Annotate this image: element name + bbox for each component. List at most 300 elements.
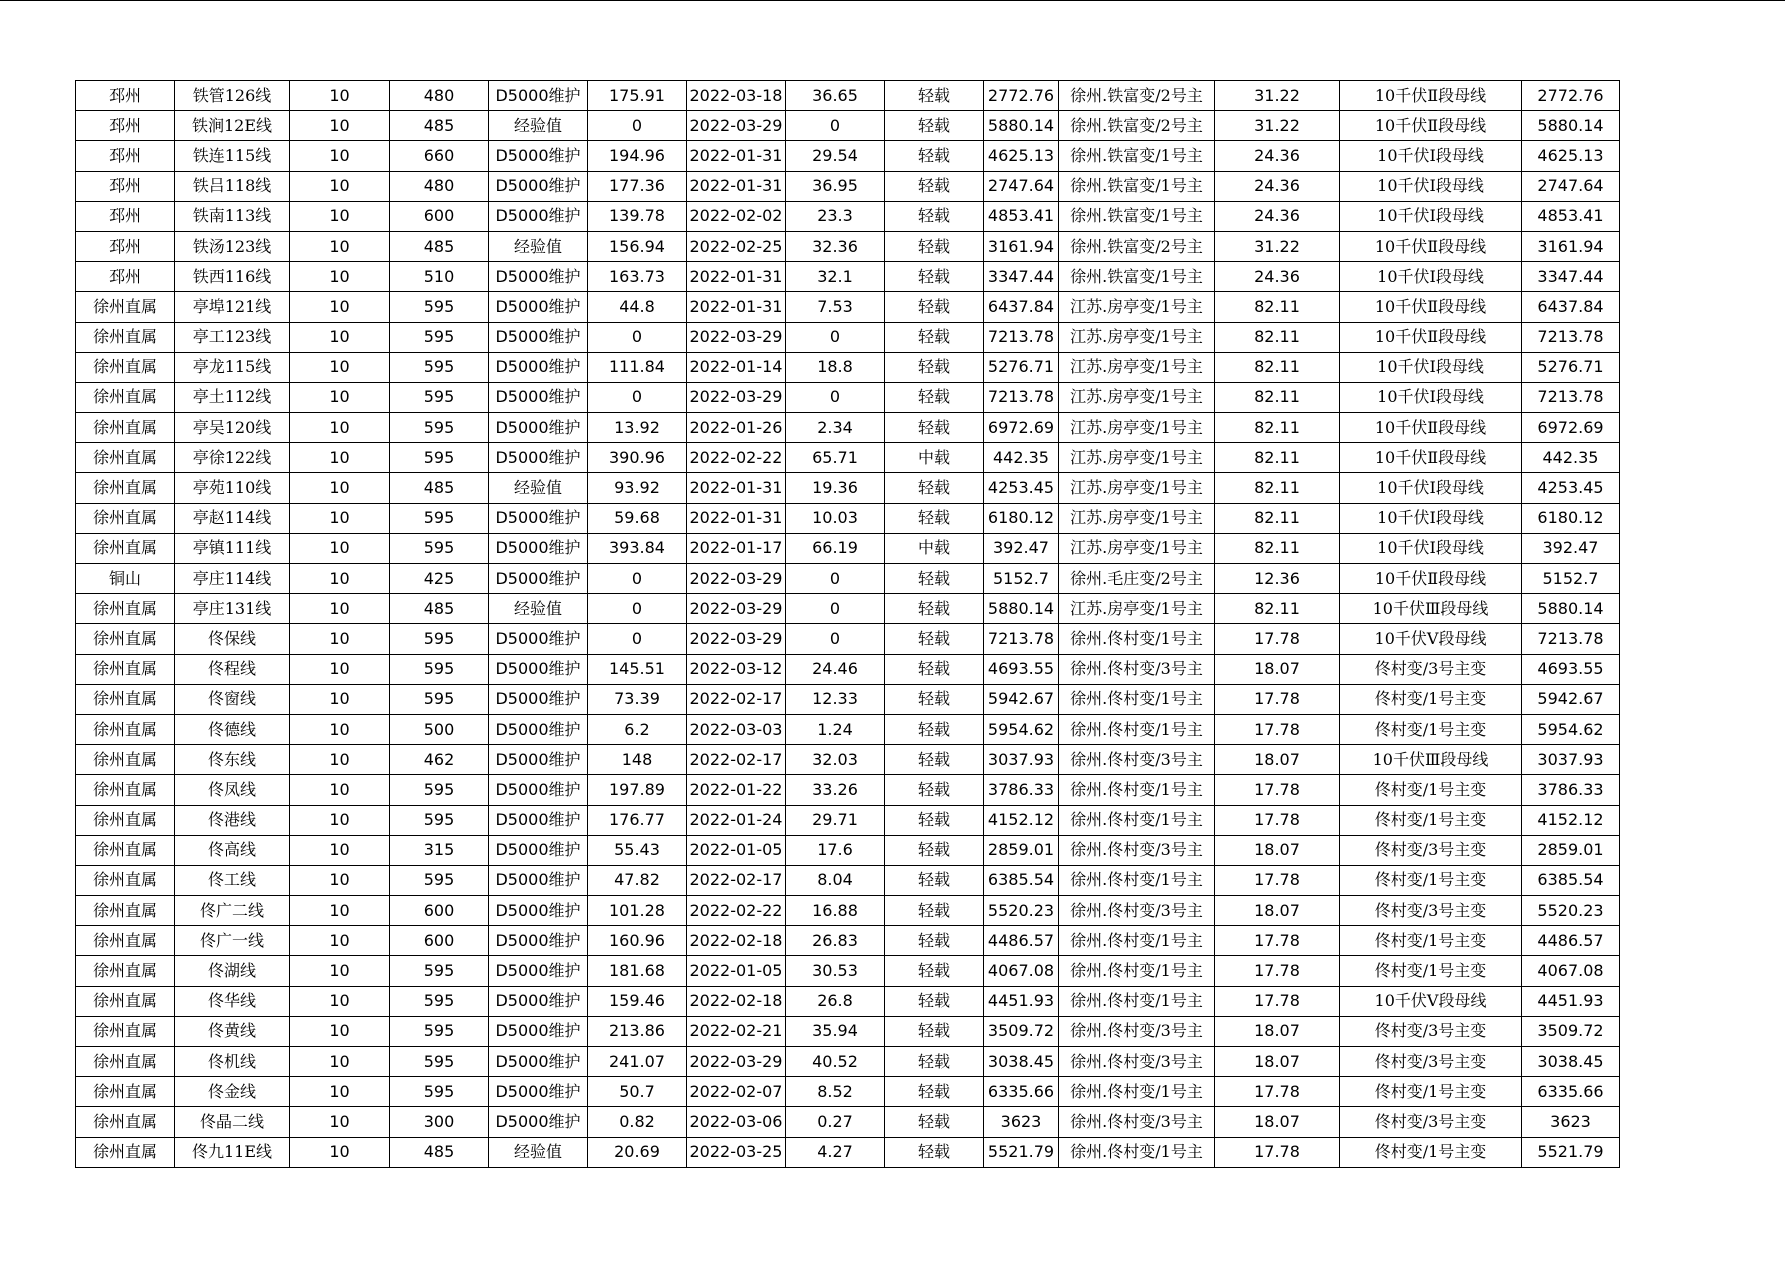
date-cell: 2022-03-06 [687,1107,786,1137]
bus-cell: 佟村变/1号主变 [1340,1077,1522,1107]
load-rate-cell: 36.65 [786,81,885,111]
source-cell: D5000维护 [489,745,588,775]
table-row [76,926,1620,956]
transformer-load-cell: 24.36 [1215,171,1340,201]
load-status-cell: 轻载 [885,111,984,141]
load-status-cell: 中载 [885,443,984,473]
date-cell: 2022-02-17 [687,745,786,775]
available-capacity-cell: 5942.67 [984,684,1059,714]
rated-current-cell: 595 [390,503,489,533]
transformer-load-cell: 31.22 [1215,231,1340,261]
table-row [76,986,1620,1016]
source-cell: D5000维护 [489,81,588,111]
transformer-cell: 江苏.房亭变/1号主 [1059,503,1215,533]
source-cell: D5000维护 [489,1107,588,1137]
transformer-cell: 徐州.铁富变/1号主 [1059,201,1215,231]
capacity-cell: 5152.7 [1522,564,1620,594]
transformer-load-cell: 82.11 [1215,473,1340,503]
max-current-cell: 390.96 [588,443,687,473]
source-cell: D5000维护 [489,443,588,473]
voltage-cell: 10 [290,503,390,533]
load-status-cell: 轻载 [885,141,984,171]
table-row [76,503,1620,533]
region-cell: 徐州直属 [76,1047,175,1077]
voltage-cell: 10 [290,81,390,111]
bus-cell: 10千伏Ⅱ段母线 [1340,564,1522,594]
bus-cell: 佟村变/1号主变 [1340,1137,1522,1167]
transformer-cell: 江苏.房亭变/1号主 [1059,322,1215,352]
transformer-cell: 徐州.佟村变/1号主 [1059,865,1215,895]
line-name-cell: 铁连115线 [175,141,290,171]
source-cell: 经验值 [489,1137,588,1167]
transformer-cell: 徐州.铁富变/1号主 [1059,171,1215,201]
available-capacity-cell: 6437.84 [984,292,1059,322]
line-name-cell: 佟凤线 [175,775,290,805]
date-cell: 2022-02-22 [687,443,786,473]
bus-cell: 佟村变/1号主变 [1340,805,1522,835]
available-capacity-cell: 5152.7 [984,564,1059,594]
max-current-cell: 160.96 [588,926,687,956]
line-name-cell: 铁管126线 [175,81,290,111]
transformer-cell: 徐州.铁富变/1号主 [1059,262,1215,292]
transformer-cell: 徐州.铁富变/1号主 [1059,141,1215,171]
transformer-load-cell: 82.11 [1215,443,1340,473]
date-cell: 2022-03-29 [687,1047,786,1077]
region-cell: 徐州直属 [76,352,175,382]
bus-cell: 10千伏Ⅱ段母线 [1340,111,1522,141]
rated-current-cell: 595 [390,986,489,1016]
max-current-cell: 163.73 [588,262,687,292]
voltage-cell: 10 [290,1137,390,1167]
capacity-cell: 5276.71 [1522,352,1620,382]
transformer-cell: 徐州.佟村变/3号主 [1059,896,1215,926]
max-current-cell: 20.69 [588,1137,687,1167]
max-current-cell: 194.96 [588,141,687,171]
source-cell: D5000维护 [489,503,588,533]
transformer-load-cell: 24.36 [1215,201,1340,231]
capacity-cell: 3347.44 [1522,262,1620,292]
capacity-cell: 2772.76 [1522,81,1620,111]
transformer-cell: 江苏.房亭变/1号主 [1059,594,1215,624]
date-cell: 2022-03-12 [687,654,786,684]
voltage-cell: 10 [290,624,390,654]
available-capacity-cell: 4067.08 [984,956,1059,986]
date-cell: 2022-02-17 [687,865,786,895]
source-cell: D5000维护 [489,956,588,986]
region-cell: 邳州 [76,201,175,231]
source-cell: D5000维护 [489,171,588,201]
available-capacity-cell: 3347.44 [984,262,1059,292]
rated-current-cell: 595 [390,413,489,443]
region-cell: 邳州 [76,231,175,261]
date-cell: 2022-01-26 [687,413,786,443]
load-rate-cell: 4.27 [786,1137,885,1167]
load-status-cell: 轻载 [885,262,984,292]
available-capacity-cell: 4625.13 [984,141,1059,171]
region-cell: 徐州直属 [76,986,175,1016]
max-current-cell: 44.8 [588,292,687,322]
transformer-cell: 徐州.佟村变/1号主 [1059,684,1215,714]
load-rate-cell: 16.88 [786,896,885,926]
date-cell: 2022-03-29 [687,322,786,352]
transformer-load-cell: 17.78 [1215,684,1340,714]
transformer-cell: 徐州.佟村变/3号主 [1059,1107,1215,1137]
capacity-cell: 3786.33 [1522,775,1620,805]
bus-cell: 佟村变/3号主变 [1340,1107,1522,1137]
bus-cell: 佟村变/1号主变 [1340,865,1522,895]
transformer-cell: 徐州.佟村变/1号主 [1059,956,1215,986]
source-cell: D5000维护 [489,654,588,684]
max-current-cell: 139.78 [588,201,687,231]
capacity-cell: 3509.72 [1522,1016,1620,1046]
capacity-cell: 4625.13 [1522,141,1620,171]
transformer-cell: 江苏.房亭变/1号主 [1059,473,1215,503]
voltage-cell: 10 [290,805,390,835]
bus-cell: 10千伏Ⅰ段母线 [1340,171,1522,201]
load-rate-cell: 24.46 [786,654,885,684]
capacity-cell: 7213.78 [1522,322,1620,352]
available-capacity-cell: 7213.78 [984,382,1059,412]
rated-current-cell: 595 [390,352,489,382]
available-capacity-cell: 2747.64 [984,171,1059,201]
source-cell: 经验值 [489,231,588,261]
table-row [76,684,1620,714]
voltage-cell: 10 [290,745,390,775]
table-row [76,564,1620,594]
date-cell: 2022-03-25 [687,1137,786,1167]
load-status-cell: 轻载 [885,231,984,261]
rated-current-cell: 595 [390,1016,489,1046]
voltage-cell: 10 [290,533,390,563]
rated-current-cell: 595 [390,1077,489,1107]
source-cell: D5000维护 [489,775,588,805]
voltage-cell: 10 [290,292,390,322]
region-cell: 徐州直属 [76,322,175,352]
region-cell: 徐州直属 [76,503,175,533]
max-current-cell: 59.68 [588,503,687,533]
rated-current-cell: 660 [390,141,489,171]
load-status-cell: 轻载 [885,171,984,201]
rated-current-cell: 315 [390,835,489,865]
max-current-cell: 0 [588,111,687,141]
bus-cell: 10千伏Ⅰ段母线 [1340,352,1522,382]
voltage-cell: 10 [290,835,390,865]
load-rate-cell: 8.04 [786,865,885,895]
region-cell: 徐州直属 [76,835,175,865]
voltage-cell: 10 [290,1016,390,1046]
voltage-cell: 10 [290,382,390,412]
voltage-cell: 10 [290,926,390,956]
region-cell: 徐州直属 [76,805,175,835]
available-capacity-cell: 6335.66 [984,1077,1059,1107]
transformer-cell: 徐州.铁富变/2号主 [1059,111,1215,141]
available-capacity-cell: 392.47 [984,533,1059,563]
load-rate-cell: 12.33 [786,684,885,714]
date-cell: 2022-02-17 [687,684,786,714]
date-cell: 2022-01-14 [687,352,786,382]
line-name-cell: 佟窗线 [175,684,290,714]
bus-cell: 10千伏Ⅰ段母线 [1340,141,1522,171]
available-capacity-cell: 2772.76 [984,81,1059,111]
load-status-cell: 轻载 [885,322,984,352]
rated-current-cell: 595 [390,865,489,895]
transformer-load-cell: 82.11 [1215,352,1340,382]
transformer-load-cell: 17.78 [1215,805,1340,835]
max-current-cell: 0 [588,322,687,352]
max-current-cell: 176.77 [588,805,687,835]
transformer-load-cell: 17.78 [1215,956,1340,986]
date-cell: 2022-01-17 [687,533,786,563]
load-rate-cell: 30.53 [786,956,885,986]
source-cell: D5000维护 [489,896,588,926]
capacity-cell: 4451.93 [1522,986,1620,1016]
load-status-cell: 轻载 [885,564,984,594]
source-cell: D5000维护 [489,1077,588,1107]
available-capacity-cell: 6180.12 [984,503,1059,533]
table-row [76,322,1620,352]
load-status-cell: 轻载 [885,1107,984,1137]
rated-current-cell: 595 [390,624,489,654]
voltage-cell: 10 [290,986,390,1016]
date-cell: 2022-02-22 [687,896,786,926]
region-cell: 徐州直属 [76,654,175,684]
table-row [76,1137,1620,1167]
transformer-cell: 徐州.佟村变/1号主 [1059,805,1215,835]
line-name-cell: 佟东线 [175,745,290,775]
source-cell: D5000维护 [489,322,588,352]
transformer-load-cell: 18.07 [1215,896,1340,926]
rated-current-cell: 485 [390,231,489,261]
table-row [76,745,1620,775]
rated-current-cell: 462 [390,745,489,775]
available-capacity-cell: 5880.14 [984,111,1059,141]
rated-current-cell: 600 [390,926,489,956]
rated-current-cell: 595 [390,292,489,322]
max-current-cell: 0 [588,564,687,594]
feeder-load-table [75,80,1620,1168]
transformer-cell: 徐州.佟村变/1号主 [1059,926,1215,956]
capacity-cell: 2859.01 [1522,835,1620,865]
load-rate-cell: 19.36 [786,473,885,503]
load-status-cell: 轻载 [885,745,984,775]
voltage-cell: 10 [290,1047,390,1077]
region-cell: 邳州 [76,262,175,292]
rated-current-cell: 595 [390,956,489,986]
load-rate-cell: 32.03 [786,745,885,775]
available-capacity-cell: 5276.71 [984,352,1059,382]
line-name-cell: 亭苑110线 [175,473,290,503]
source-cell: D5000维护 [489,714,588,744]
table-row [76,1107,1620,1137]
load-status-cell: 轻载 [885,1137,984,1167]
region-cell: 徐州直属 [76,292,175,322]
line-name-cell: 亭埠121线 [175,292,290,322]
max-current-cell: 93.92 [588,473,687,503]
region-cell: 徐州直属 [76,382,175,412]
table-row [76,624,1620,654]
load-rate-cell: 35.94 [786,1016,885,1046]
line-name-cell: 佟湖线 [175,956,290,986]
rated-current-cell: 595 [390,684,489,714]
rated-current-cell: 485 [390,1137,489,1167]
capacity-cell: 4253.45 [1522,473,1620,503]
available-capacity-cell: 3623 [984,1107,1059,1137]
region-cell: 徐州直属 [76,473,175,503]
max-current-cell: 111.84 [588,352,687,382]
region-cell: 徐州直属 [76,684,175,714]
capacity-cell: 4853.41 [1522,201,1620,231]
line-name-cell: 佟广一线 [175,926,290,956]
available-capacity-cell: 5521.79 [984,1137,1059,1167]
voltage-cell: 10 [290,654,390,684]
transformer-cell: 江苏.房亭变/1号主 [1059,292,1215,322]
bus-cell: 10千伏Ⅲ段母线 [1340,594,1522,624]
source-cell: D5000维护 [489,292,588,322]
rated-current-cell: 485 [390,594,489,624]
voltage-cell: 10 [290,141,390,171]
region-cell: 徐州直属 [76,896,175,926]
voltage-cell: 10 [290,171,390,201]
date-cell: 2022-01-05 [687,835,786,865]
transformer-cell: 徐州.佟村变/1号主 [1059,624,1215,654]
available-capacity-cell: 3037.93 [984,745,1059,775]
max-current-cell: 55.43 [588,835,687,865]
transformer-load-cell: 24.36 [1215,141,1340,171]
capacity-cell: 3161.94 [1522,231,1620,261]
transformer-load-cell: 18.07 [1215,654,1340,684]
capacity-cell: 3623 [1522,1107,1620,1137]
capacity-cell: 7213.78 [1522,624,1620,654]
region-cell: 铜山 [76,564,175,594]
max-current-cell: 50.7 [588,1077,687,1107]
max-current-cell: 177.36 [588,171,687,201]
available-capacity-cell: 7213.78 [984,624,1059,654]
table-row [76,533,1620,563]
source-cell: 经验值 [489,111,588,141]
voltage-cell: 10 [290,231,390,261]
rated-current-cell: 595 [390,1047,489,1077]
capacity-cell: 5954.62 [1522,714,1620,744]
date-cell: 2022-01-22 [687,775,786,805]
load-status-cell: 轻载 [885,775,984,805]
transformer-load-cell: 12.36 [1215,564,1340,594]
load-rate-cell: 29.71 [786,805,885,835]
load-status-cell: 轻载 [885,986,984,1016]
region-cell: 徐州直属 [76,714,175,744]
table-row [76,292,1620,322]
rated-current-cell: 485 [390,111,489,141]
rated-current-cell: 595 [390,382,489,412]
available-capacity-cell: 4451.93 [984,986,1059,1016]
max-current-cell: 47.82 [588,865,687,895]
line-name-cell: 佟华线 [175,986,290,1016]
max-current-cell: 101.28 [588,896,687,926]
load-status-cell: 轻载 [885,654,984,684]
bus-cell: 10千伏Ⅱ段母线 [1340,413,1522,443]
load-rate-cell: 36.95 [786,171,885,201]
bus-cell: 10千伏Ⅱ段母线 [1340,322,1522,352]
max-current-cell: 197.89 [588,775,687,805]
capacity-cell: 4152.12 [1522,805,1620,835]
table-row [76,896,1620,926]
table-row [76,835,1620,865]
region-cell: 徐州直属 [76,413,175,443]
max-current-cell: 181.68 [588,956,687,986]
table-row [76,1047,1620,1077]
bus-cell: 10千伏Ⅱ段母线 [1340,292,1522,322]
bus-cell: 10千伏Ⅱ段母线 [1340,443,1522,473]
voltage-cell: 10 [290,443,390,473]
available-capacity-cell: 6972.69 [984,413,1059,443]
load-rate-cell: 26.83 [786,926,885,956]
transformer-cell: 江苏.房亭变/1号主 [1059,382,1215,412]
source-cell: D5000维护 [489,835,588,865]
load-rate-cell: 18.8 [786,352,885,382]
line-name-cell: 亭庄114线 [175,564,290,594]
transformer-load-cell: 17.78 [1215,775,1340,805]
transformer-load-cell: 82.11 [1215,292,1340,322]
transformer-load-cell: 31.22 [1215,111,1340,141]
available-capacity-cell: 3786.33 [984,775,1059,805]
bus-cell: 10千伏Ⅱ段母线 [1340,81,1522,111]
transformer-cell: 徐州.佟村变/1号主 [1059,1137,1215,1167]
capacity-cell: 6437.84 [1522,292,1620,322]
available-capacity-cell: 2859.01 [984,835,1059,865]
transformer-cell: 徐州.毛庄变/2号主 [1059,564,1215,594]
capacity-cell: 3037.93 [1522,745,1620,775]
bus-cell: 10千伏Ⅲ段母线 [1340,745,1522,775]
max-current-cell: 393.84 [588,533,687,563]
bus-cell: 10千伏Ⅰ段母线 [1340,382,1522,412]
max-current-cell: 213.86 [588,1016,687,1046]
load-rate-cell: 23.3 [786,201,885,231]
bus-cell: 佟村变/1号主变 [1340,956,1522,986]
source-cell: D5000维护 [489,926,588,956]
table-row [76,111,1620,141]
date-cell: 2022-01-24 [687,805,786,835]
rated-current-cell: 425 [390,564,489,594]
transformer-cell: 江苏.房亭变/1号主 [1059,413,1215,443]
rated-current-cell: 480 [390,81,489,111]
max-current-cell: 13.92 [588,413,687,443]
table-row [76,805,1620,835]
available-capacity-cell: 3161.94 [984,231,1059,261]
transformer-load-cell: 82.11 [1215,382,1340,412]
line-name-cell: 佟保线 [175,624,290,654]
load-rate-cell: 0.27 [786,1107,885,1137]
voltage-cell: 10 [290,262,390,292]
capacity-cell: 6385.54 [1522,865,1620,895]
date-cell: 2022-01-31 [687,141,786,171]
transformer-cell: 徐州.佟村变/3号主 [1059,1016,1215,1046]
bus-cell: 佟村变/1号主变 [1340,684,1522,714]
date-cell: 2022-01-31 [687,473,786,503]
available-capacity-cell: 6385.54 [984,865,1059,895]
table-row [76,775,1620,805]
source-cell: D5000维护 [489,413,588,443]
load-rate-cell: 29.54 [786,141,885,171]
transformer-load-cell: 18.07 [1215,1107,1340,1137]
available-capacity-cell: 4486.57 [984,926,1059,956]
load-rate-cell: 65.71 [786,443,885,473]
line-name-cell: 亭赵114线 [175,503,290,533]
voltage-cell: 10 [290,896,390,926]
source-cell: D5000维护 [489,986,588,1016]
voltage-cell: 10 [290,714,390,744]
max-current-cell: 241.07 [588,1047,687,1077]
max-current-cell: 145.51 [588,654,687,684]
max-current-cell: 0 [588,382,687,412]
